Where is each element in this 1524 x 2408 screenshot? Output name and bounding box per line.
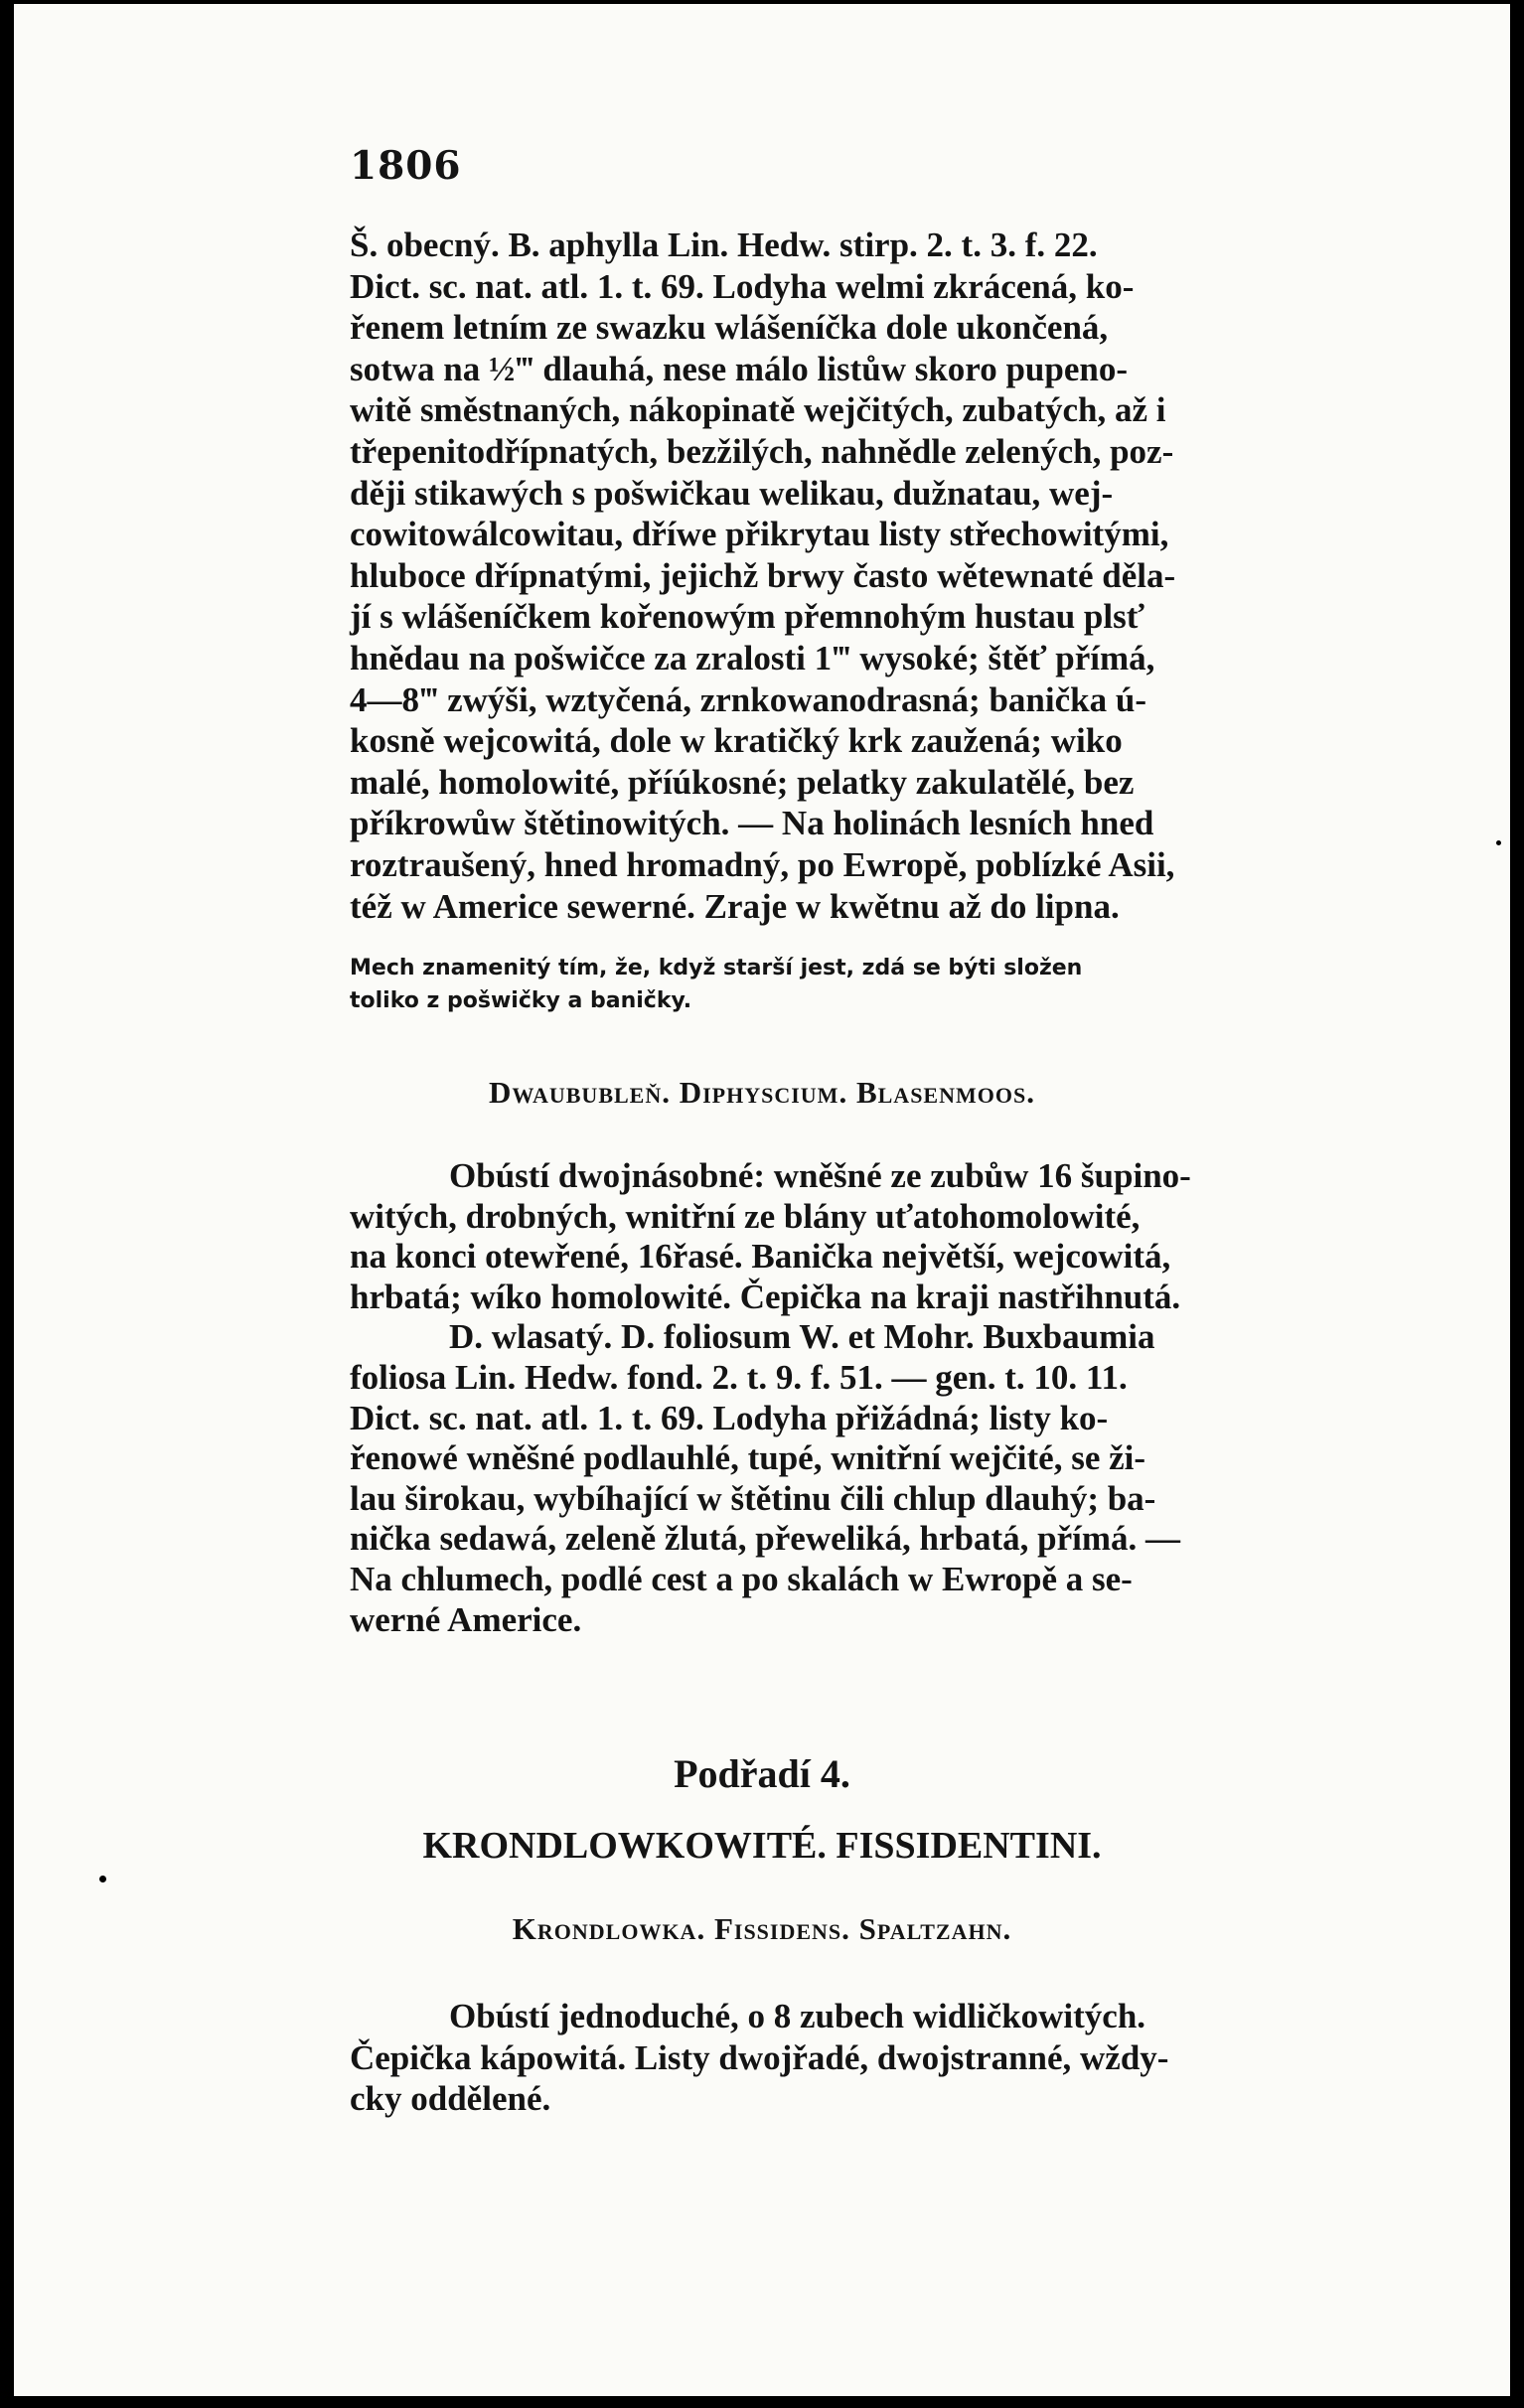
text-line: hnědau na pošwičce za zralosti 1‴ wysoké; štěť přímá,: [350, 638, 1155, 677]
text-line: hluboce dřípnatými, jejichž brwy často wětewnaté děla-: [350, 555, 1176, 595]
genus-heading-diphyscium: Dwaububleň. Diphyscium. Blasenmoos.: [489, 1075, 1035, 1110]
genus-heading-fissidens: Krondlowka. Fissidens. Spaltzahn.: [512, 1911, 1012, 1946]
suborder-title: Podřadí 4.: [674, 1751, 850, 1796]
text-line: řenem letním ze swazku wlášeníčka dole ukončená,: [350, 308, 1109, 348]
text-line: malé, homolowité, příúkosné; pelatky zakulatělé, bez: [350, 762, 1135, 802]
text-line: ději stikawých s pošwičkau welikau, dužnatau, wej-: [350, 473, 1114, 513]
text-line: příkrowůw štětinowitých. — Na holinách lesních hned: [350, 804, 1154, 843]
text-line: werné Americe.: [350, 1599, 582, 1639]
text-line: witě směstnaných, nákopinatě wejčitých, zubatých, až i: [350, 390, 1166, 430]
text-line: cky oddělené.: [350, 2079, 551, 2119]
text-line: sotwa na ½‴ dlauhá, nese málo listůw skoro pupeno-: [350, 349, 1129, 388]
text-line: Obústí dwojnásobné: wněšné ze zubůw 16 šupino-: [449, 1156, 1191, 1195]
text-line: 4—8‴ zwýši, wztyčená, zrnkowanodrasná; banička ú-: [350, 679, 1146, 719]
ink-speck: [99, 1876, 106, 1882]
text-line: Obústí jednoduché, o 8 zubech widličkowitých.: [449, 1997, 1146, 2035]
text-line: kosně wejcowitá, dole w kratičký krk zaužená; wiko: [350, 721, 1123, 761]
text-line: roztraušený, hned hromadný, po Ewropě, poblízké Asii,: [350, 844, 1175, 884]
text-line: na konci otewřené, 16řasé. Banička největší, wejcowitá,: [350, 1237, 1171, 1277]
text-line: též w Americe sewerné. Zraje w kwětnu až do lipna.: [350, 886, 1120, 926]
text-line: D. wlasatý. D. foliosum W. et Mohr. Buxbaumia: [449, 1317, 1155, 1357]
text-line: Na chlumech, podlé cest a po skalách w Ewropě a se-: [350, 1559, 1133, 1598]
species-note: [350, 952, 1439, 1017]
text-line: Dict. sc. nat. atl. 1. t. 69. Lodyha přižádná; listy ko-: [350, 1398, 1109, 1437]
text-line: Š. obecný. B. aphylla Lin. Hedw. stirp. 2. t. 3. f. 22.: [350, 226, 1098, 264]
genus-description-diphyscium: [350, 1156, 1439, 1640]
family-title: KRONDLOWKOWITÉ. FISSIDENTINI.: [422, 1825, 1102, 1867]
text-line: nička sedawá, zeleně žlutá, přeweliká, hrbatá, přímá. —: [350, 1519, 1181, 1559]
page-number: 1806: [350, 143, 462, 189]
text-line: foliosa Lin. Hedw. fond. 2. t. 9. f. 51. — gen. t. 10. 11.: [350, 1357, 1128, 1397]
text-line: řenowé wněšné podlauhlé, tupé, wnitřní wejčité, se ži-: [350, 1438, 1146, 1478]
text-line: witých, drobných, wnitřní ze blány uťatohomolowité,: [350, 1196, 1141, 1236]
text-line: hrbatá; wíko homolowité. Čepička na kraji nastřihnutá.: [350, 1277, 1181, 1316]
text-line: lau širokau, wybíhající w štětinu čili chlup dlauhý; ba-: [350, 1478, 1156, 1518]
text-line: cowitowálcowitau, dříwe přikrytau listy střechowitými,: [350, 515, 1169, 554]
genus-description-fissidens: [350, 1996, 1439, 2120]
species-entry-aphylla: [350, 225, 1439, 927]
text-line: třepenitodřípnatých, bezžilých, nahnědle zelených, poz-: [350, 431, 1174, 471]
note-line: toliko z pošwičky a baničky.: [350, 988, 692, 1013]
text-line: jí s wlášeníčkem kořenowým přemnohým hustau plsť: [350, 597, 1144, 637]
book-page: [14, 4, 1510, 2396]
ink-speck: [1496, 840, 1501, 845]
note-line: Mech znamenitý tím, že, když starší jest, zdá se býti složen: [350, 956, 1083, 980]
text-line: Dict. sc. nat. atl. 1. t. 69. Lodyha welmi zkrácená, ko-: [350, 266, 1135, 306]
text-line: Čepička kápowitá. Listy dwojřadé, dwojstranné, wždy-: [350, 2037, 1169, 2077]
